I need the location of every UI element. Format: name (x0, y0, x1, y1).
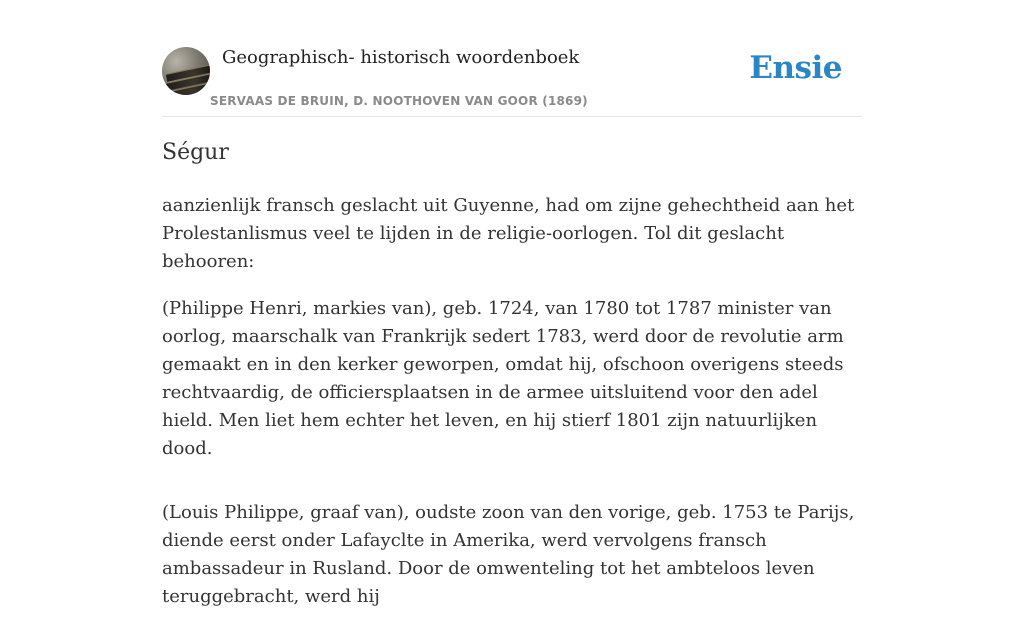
entry-title: Ségur (162, 140, 229, 165)
entry-paragraph: aanzienlijk fransch geslacht uit Guyenne, had om zijne gehechtheid aan het Prolestanlismus veel te lijden in de religie-oorlogen. Tol dit geslacht behooren: (162, 195, 855, 272)
book-authors: SERVAAS DE BRUIN, D. NOOTHOVEN VAN GOOR (1869) (210, 94, 588, 108)
entry-paragraph: (Philippe Henri, markies van), geb. 1724, van 1780 tot 1787 minister van oorlog, maarschalk van Frankrijk sedert 1783, werd door de revolutie arm gemaakt en in den kerker geworpen, omdat hij, ofschoon overigens steeds rechtvaardig, de officiersplaatsen in de armee uitsluitend voor den adel hield. Men liet hem echter het leven, en hij stierf 1801 zijn natuurlijken dood. (162, 298, 844, 459)
ensie-logo[interactable]: Ensie (749, 50, 842, 86)
entry-body (162, 192, 862, 630)
entry-paragraph: (Louis Philippe, graaf van), oudste zoon van den vorige, geb. 1753 te Parijs, diende eerst onder Lafayclte in Amerika, werd vervolgens fransch ambassadeur in Rusland. Door de omwenteling tot het ambteloos leven teruggebracht, werd hij (162, 502, 855, 607)
header (162, 44, 862, 117)
book-title-link[interactable]: Geographisch- historisch woordenboek (222, 47, 580, 68)
book-avatar[interactable] (162, 47, 210, 95)
